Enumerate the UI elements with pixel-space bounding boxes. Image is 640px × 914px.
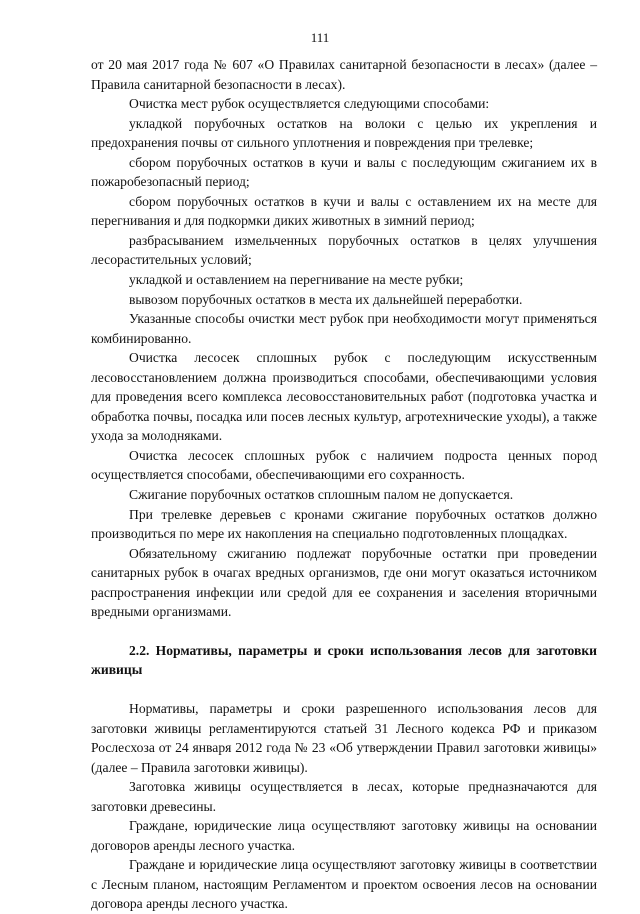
- paragraph: Обязательному сжиганию подлежат порубочные остатки при проведении санитарных рубок в очагах вредных организмов, где они могут оказаться источником распространения инфекции или средой для ее сохранения и заселения вторичными вредными организмами.: [91, 545, 597, 620]
- paragraph: Очистка лесосек сплошных рубок с наличием подроста ценных пород осуществляется способами, обеспечивающими его сохранность.: [91, 447, 597, 483]
- paragraph: Заготовка живицы осуществляется в лесах, которые предназначаются для заготовки древесины.: [91, 779, 597, 814]
- list-item: вывозом порубочных остатков в места их дальнейшей переработки.: [129, 291, 523, 307]
- paragraph: Граждане и юридические лица осуществляют заготовку живицы в соответствии с Лесным планом, настоящим Регламентом и проектом освоения лесов на основании договора аренды лесного участка.: [91, 857, 597, 912]
- list-item: укладкой порубочных остатков на волоки с целью их укрепления и предохранения почвы от сильного уплотнения и повреждения при трелевке;: [91, 115, 597, 151]
- list-item: сбором порубочных остатков в кучи и валы с последующим сжиганием их в пожаробезопасный период;: [91, 154, 597, 190]
- list-item: сбором порубочных остатков в кучи и валы с оставлением их на месте для перегнивания и для подкормки диких животных в зимний период;: [91, 193, 597, 229]
- document-body: [91, 55, 597, 914]
- list-item: укладкой и оставлением на перегнивание на месте рубки;: [129, 272, 464, 288]
- paragraph: Очистка мест рубок осуществляется следующими способами:: [129, 96, 490, 112]
- list-item: разбрасыванием измельченных порубочных остатков в целях улучшения лесорастительных условий;: [91, 232, 597, 268]
- paragraph: Граждане, юридические лица осуществляют заготовку живицы на основании договоров аренды лесного участка.: [91, 818, 597, 853]
- paragraph: Сжигание порубочных остатков сплошным палом не допускается.: [129, 487, 514, 503]
- paragraph: Нормативы, параметры и сроки разрешенного использования лесов для заготовки живицы регламентируются статьей 31 Лесного кодекса РФ и приказом Рослесхоза от 24 января 2012 года № 23 «Об утверждении Правил заготовки живицы» (далее – Правила заготовки живицы).: [91, 700, 597, 775]
- section-heading-block: [91, 641, 597, 680]
- section-heading: 2.2. Нормативы, параметры и сроки использования лесов для заготовки живицы: [91, 642, 597, 678]
- paragraph: от 20 мая 2017 года № 607 «О Правилах санитарной безопасности в лесах» (далее – Правила санитарной безопасности в лесах).: [91, 57, 597, 92]
- paragraph: Очистка лесосек сплошных рубок с последующим искусственным лесовосстановлением должна производиться способами, обеспечивающими условия для проведения всего комплекса лесовосстановительных работ (подготовка участка и обработка почвы, посадка или посев лесных культур, агротехнические уходы), а также ухода за молодняками.: [91, 350, 597, 444]
- page-number: 111: [310, 30, 330, 45]
- paragraph: Указанные способы очистки мест рубок при необходимости могут применяться комбинированно.: [91, 311, 597, 346]
- paragraph: При трелевке деревьев с кронами сжигание порубочных остатков должно производиться по мере их накопления на специально подготовленных площадках.: [91, 506, 597, 542]
